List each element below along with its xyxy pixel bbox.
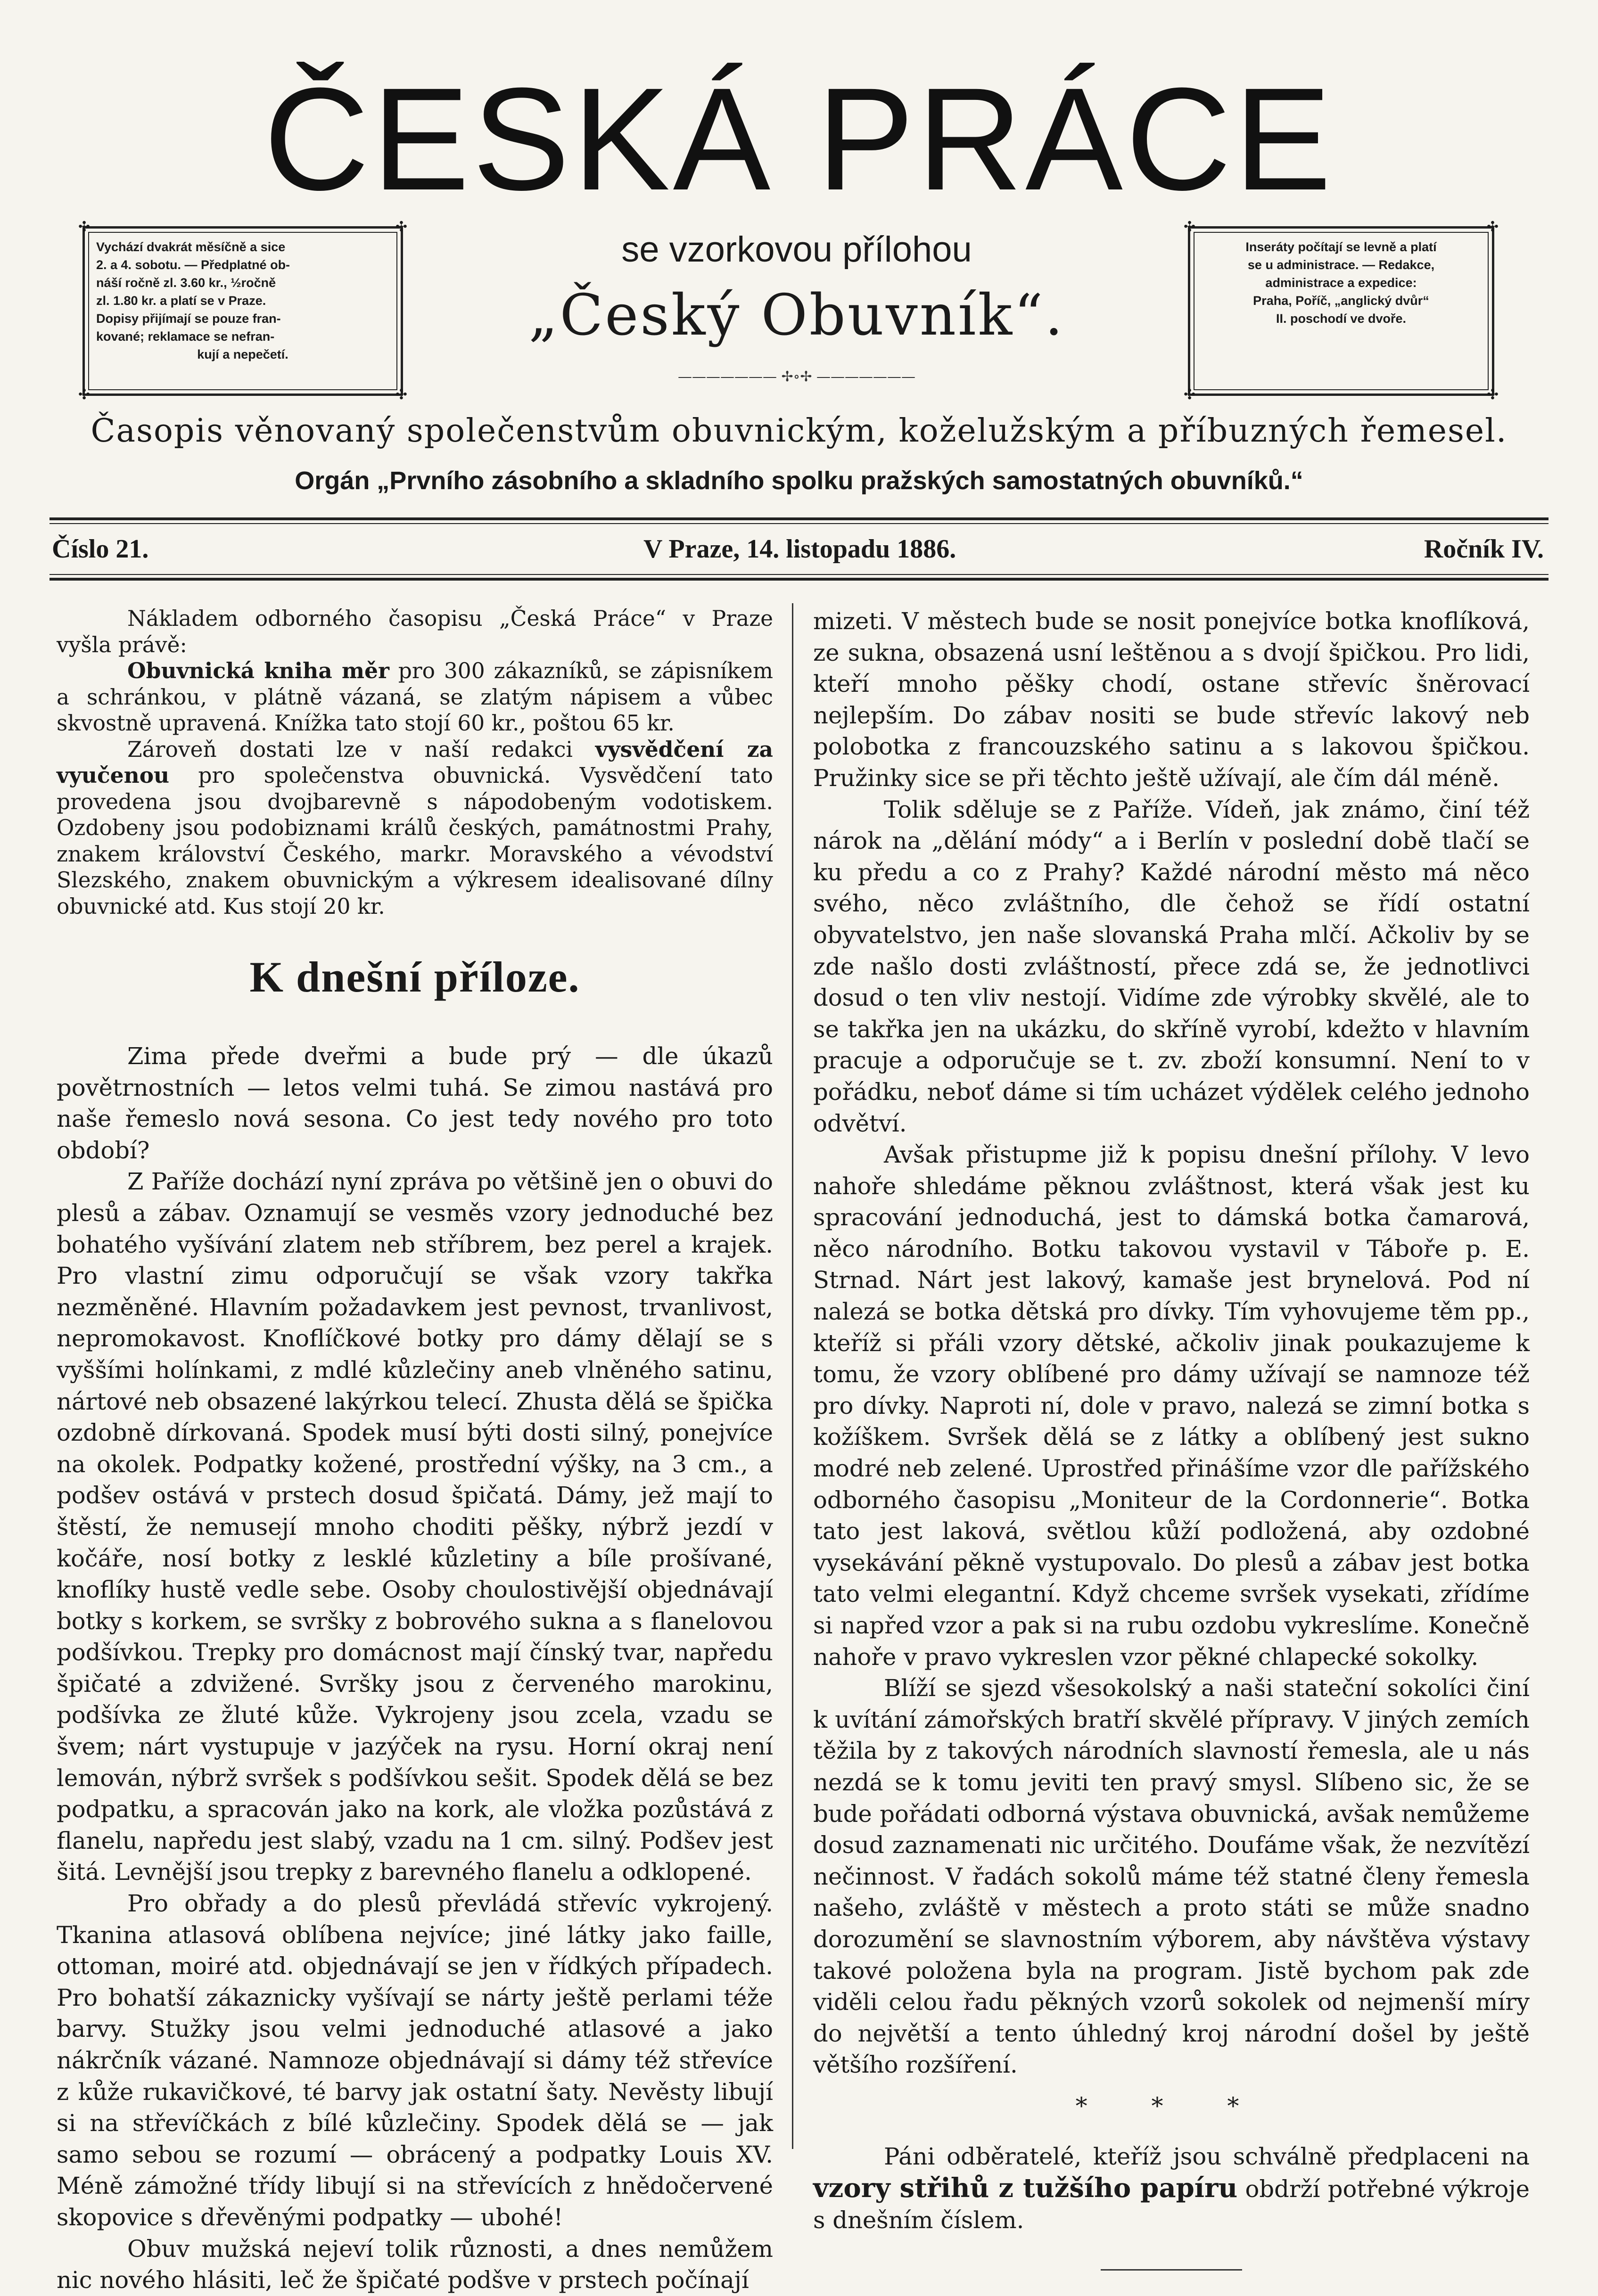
issue-info-row (52, 528, 1544, 570)
right-column (813, 606, 1530, 2271)
divider-ornament: ——————— ✢∘✢ ——————— (677, 369, 916, 385)
notice-text: pro společenstva obuvnická. Vysvědčení tato provedena jsou dvojbarevně s nápodobeným vodotiskem. Ozdobeny jsou podobiznami králů českých, památnostmi Prahy, znakem království Českého, markr. Moravského a vévodství Slezského, znakem obuvnickým a výkresem idealisované dílny obuvnické atd. Kus stojí 20 kr. (57, 763, 774, 919)
article-heading: K dnešní příloze. (249, 953, 580, 1001)
corner-ornament-icon: ✣ (78, 387, 91, 402)
notice-paragraph (57, 737, 773, 920)
notice-paragraph: Nákladem odborného časopisu „Česká Práce“ v Praze vyšla právě: (57, 606, 773, 657)
header-rule-thin (49, 523, 1549, 524)
column-divider (792, 603, 793, 2149)
box-line: 2. a 4. sobotu. — Předplatné ob- (96, 258, 290, 272)
box-line: kované; reklamace se nefran- (96, 329, 275, 344)
article-paragraph: Zima přede dveřmi a bude prý — dle úkazů povětrnostních — letos velmi tuhá. Se zimou nastává pro naše řemeslo nová sesona. Co jest tedy nového pro toto období? (57, 1042, 773, 1164)
closing-bold: vzory střihů z tužšího papíru (813, 2172, 1238, 2204)
article-paragraph: Avšak přistupme již k popisu dnešní přílohy. V levo nahoře shledáme pěknou zvláštnost, která však jest ku spracování jednoduchá, jest to dámská botka čamarová, něco národního. Botku takovou vystavil v Táboře p. E. Strnad. Nárt jest lakový, kamaše jest brynelová. Pod ní nalezá se botka dětská pro dívky. Tím vyhovujeme těm pp., kteříž si přáli vzory dětské, ačkoliv jinak poukazujeme k tomu, že vzory oblíbené pro dámy užívají se namnoze též pro dívky. Naproti ní, dole v pravo, nalezá se zimní botka s kožíškem. Svršek dělá se z látky a oblíbený jest sukno modré neb zelené. Uprostřed přinášíme vzor dle pařížského odborného časopisu „Moniteur de la Cordonnerie“. Botka tato jest laková, světlou kůží podložená, aby ozdobné vysekávání pěkně vystupovalo. Do plesů a zábav jest botka tato velmi elegantní. Když chceme svršek vysekati, zřídíme si napřed vzor a pak si na rubu ozdobu vykreslíme. Konečně nahoře v pravo vykreslen vzor pěkné chlapecké sokolky. (813, 1141, 1530, 1671)
box-line: Vychází dvakrát měsíčně a sice (96, 240, 286, 254)
box-line: II. poschodí ve dvoře. (1276, 312, 1407, 326)
issue-rule-thin (49, 574, 1549, 575)
organ-line: Orgán „Prvního zásobního a skladního spolku pražských samostatných obuvníků.“ (295, 467, 1303, 495)
box-line: administrace a expedice: (1265, 276, 1417, 290)
corner-ornament-icon: ✣ (1486, 387, 1499, 402)
closing-text: Páni odběratelé, kteříž jsou schválně předplaceni na (884, 2142, 1530, 2170)
box-line: zl. 1.80 kr. a platí se v Praze. (96, 294, 266, 308)
box-line: náší ročně zl. 3.60 kr., ½ročně (96, 276, 276, 290)
corner-ornament-icon: ✣ (1184, 387, 1196, 402)
box-line: Inseráty počítají se levně a platí (1245, 240, 1437, 254)
issue-rule (49, 578, 1549, 581)
article-paragraph: Obuv mužská nejeví tolik různosti, a dnes nemůžem nic nového hlásiti, leč že špičaté podšve v prstech počínají (57, 2235, 773, 2294)
closing-paragraph (813, 2141, 1530, 2236)
article-paragraph: Blíží se sjezd všesokolský a naši stateční sokolíci činí k uvítání zámořských bratří skvělé přípravy. V jiných zemích těžila by z takových národních slavností řemesla, ale u nás nezdá se k tomu jeviti ten pravý smysl. Slíbeno sic, že se bude pořádati odborná výstava obuvnická, avšak nemůžeme dosud zaznamenati nic určitého. Doufáme však, že nezvítězí nečinnost. V řadách sokolů máme též statné členy řemesla našeho, zvláště v městech a proto státi se může snadno dorozumění se slavnostním výborem, aby návštěva výstavy takové položena byla na program. Jistě bychom pak zde viděli celou řadu pěkných vzorů sokolek od nejmenší míry do největší a tento úhledný kroj národní došel by ještě většího rozšíření. (813, 1674, 1530, 2079)
notice-text: pro 300 zákazníků, se zápisníkem a schránkou, v plátně vázaná, se zlatým nápisem a vůbec skvostně upravená. Knížka tato stojí 60 kr., poštou 65 kr. (57, 658, 773, 736)
box-line: kují a nepečetí. (197, 347, 288, 361)
box-line: se u administrace. — Redakce, (1247, 258, 1435, 272)
corner-ornament-icon: ✣ (1184, 219, 1196, 235)
tagline: Časopis věnovaný společenstvům obuvnickým, koželužským a příbuzných řemesel. (91, 412, 1507, 450)
masthead-title: ČESKÁ PRÁCE (264, 57, 1334, 221)
supplement-name: „Český Obuvník“. (528, 283, 1065, 348)
publication-notice (57, 606, 773, 919)
notice-paragraph (57, 658, 773, 737)
issue-date: V Praze, 14. listopadu 1886. (643, 534, 956, 564)
section-stars: * * * (1075, 2092, 1268, 2120)
corner-ornament-icon: ✣ (395, 219, 407, 235)
box-line: Dopisy přijímají se pouze fran- (96, 312, 281, 326)
article-paragraph: Tolik sděluje se z Paříže. Vídeň, jak známo, činí též nárok na „dělání módy“ a i Berlín v poslední době tlačí se ku předu a co z Prahy? Každé národní město má něco svého, něco zvláštního, dle čehož se řídí ostatní obyvatelstvo, jen naše slovanská Praha mlčí. Ačkoliv by se zde našlo dosti zvláštností, přece zdá se, že jednotlivci dosud o ten vliv nestojí. Vidíme zde výrobky skvělé, ale to se takřka jen na ukázku, do skříně vyrobí, kdežto v hlavním pracuje a odporučuje se t. zv. zboží konsumní. Není to v pořádku, neboť dáme si tím ucházet výdělek celého jednoho odvětví. (813, 795, 1530, 1137)
corner-ornament-icon: ✣ (78, 219, 91, 235)
notice-bold: Obuvnická kniha měr (127, 658, 389, 683)
article-paragraph: mizeti. V městech bude se nosit ponejvíce botka knoflíková, ze sukna, obsazená usní leštěnou a s dvojí špičkou. Pro lidi, kteří mnoho pěšky chodí, ostane střevíc šněrovací nejlepším. Do zábav nositi se bude střevíc lakový neb polobotka z francouzského satinu a s lakovou špičkou. Pružinky sice se při těchto ještě užívají, ale čím dál méně. (813, 607, 1530, 792)
corner-ornament-icon: ✣ (395, 387, 407, 402)
advertising-info-box (1184, 219, 1499, 402)
notice-text: Zároveň dostati lze v naší redakci (127, 737, 573, 762)
supplement-subtitle: se vzorkovou přílohou (621, 230, 972, 270)
article-paragraph: Z Paříže dochází nyní zpráva po většině jen o obuvi do plesů a zábav. Oznamují se vesměs vzory jednoduché bez bohatého vyšívání zlatem neb stříbrem, bez perel a krajek. Pro vlastní zimu odporučují se však vzory takřka nezměněné. Hlavním požadavkem jest pevnost, trvanlivost, nepromokavost. Knoflíčkové botky pro dámy dělají se s vyššími holínkami, z mdlé kůzlečiny aneb vlněného satinu, nártové neb obsazené lakýrkou telecí. Zhusta dělá se špička ozdobně dírkovaná. Spodek musí býti dosti silný, ponejvíce na okolek. Podpatky kožené, prostřední výšky, na 3 cm., a podšev ostává v prstech dosud špičatá. Dámy, jež mají to štěstí, že nemusejí mnoho choditi pěšky, nýbrž jezdí v kočáře, nosí botky z lesklé kůzletiny a bíle prošívané, knoflíky hustě vedle sebe. Osoby choulostivější objednávají botky s korkem, se svršky z bobrového sukna a s flanelovou podšívkou. Trepky pro domácnost mají čínský tvar, napředu špičaté a zdvižené. Svršky jsou z červeného marokinu, podšívka ze žluté kůže. Vykrojeny jsou zcela, vzadu se švem; nárt vystupuje v jazýček na rysu. Horní okraj není lemován, nýbrž svršek s podšívkou sešit. Spodek dělá se bez podpatku, a spracován jako na kork, ale vložka pozůstává z flanelu, napředu jest slabý, vzadu na 1 cm. silný. Podšev jest šitá. Levnější jsou trepky z barevného flanelu a odklopené. (57, 1168, 773, 1886)
box-line: Praha, Poříč, „anglický dvůr“ (1253, 294, 1429, 308)
end-rule (1101, 2269, 1242, 2271)
issue-volume: Ročník IV. (1424, 534, 1544, 564)
header-rule (49, 517, 1549, 520)
left-column (57, 606, 773, 2296)
corner-ornament-icon: ✣ (1486, 219, 1499, 235)
issue-number: Číslo 21. (52, 534, 149, 564)
closing-text: obdrží potřebné výkroje s dnešním číslem. (813, 2175, 1530, 2234)
notice-bold: vysvědčení za vyučenou (57, 736, 774, 788)
subscription-info-box (78, 219, 407, 402)
article-paragraph: Pro obřady a do plesů převládá střevíc vykrojený. Tkanina atlasová oblíbena nejvíce; jiné látky jako faille, ottoman, moiré atd. objednávají se jen v řídkých případech. Pro bohatší zákaznicky vyšívají se nárty ještě perlami téže barvy. Stužky jsou velmi jednoduché atlasové a jako nákrčník vázané. Namnoze objednávají si dámy též střevíce z kůže rukavičkové, té barvy jak ostatní šaty. Nevěsty libují si na střevíčkách z bílé kůzlečiny. Spodek dělá se — jak samo sebou se rozumí — obrácený a podpatky Louis XV. Méně zámožné třídy libují si na střevících z hnědočervené skopovice s dřevěnými podpatky — ubohé! (57, 1890, 773, 2231)
